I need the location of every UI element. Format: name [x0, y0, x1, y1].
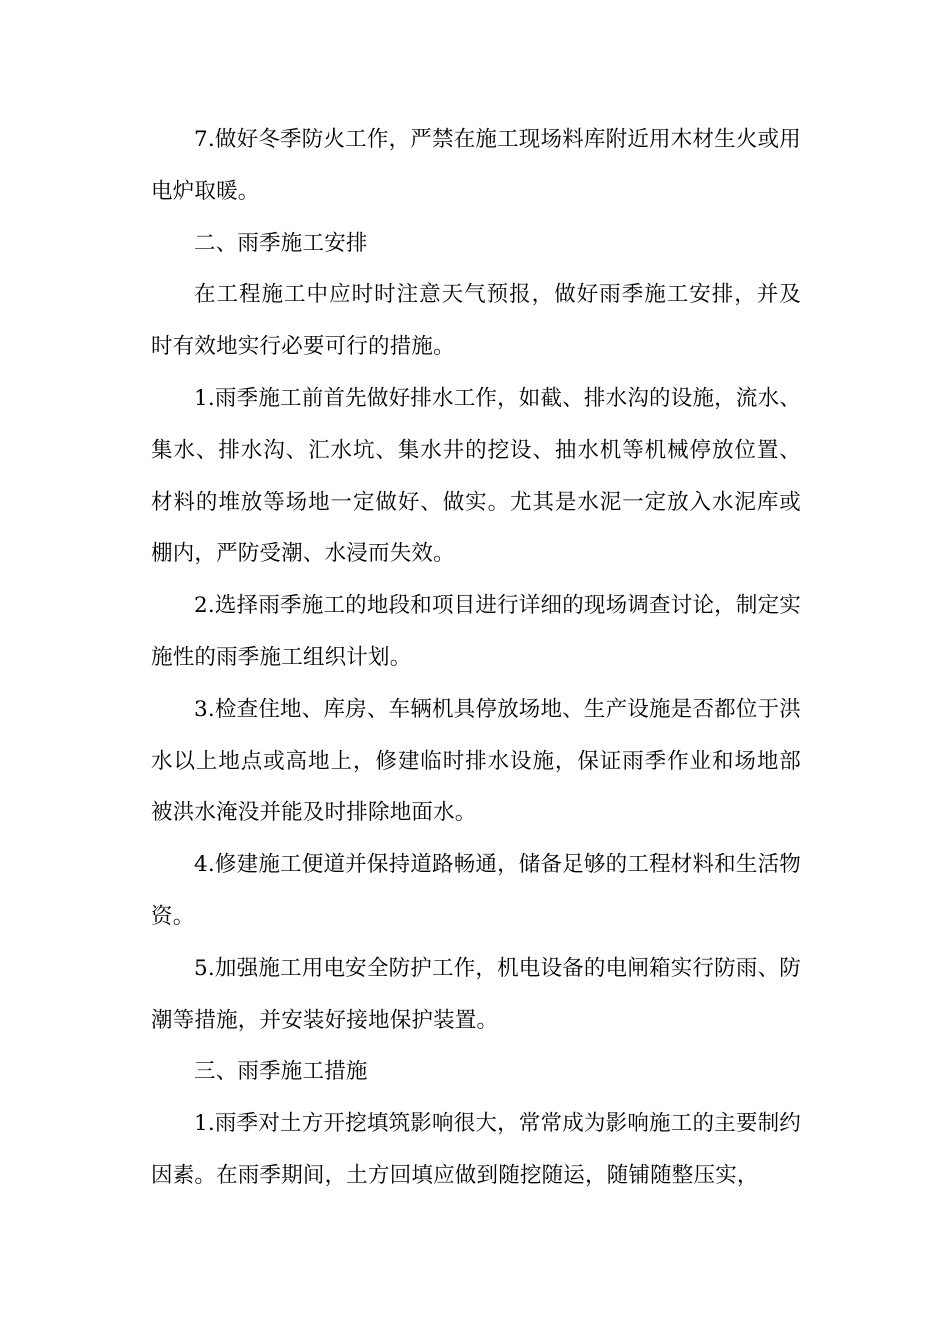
paragraph-rainy-item-2: 2.选择雨季施工的地段和项目进行详细的现场调查讨论，制定实施性的雨季施工组织计划。: [151, 593, 801, 670]
paragraph-rainy-item-1: 1.雨季施工前首先做好排水工作，如截、排水沟的设施，流水、集水、排水沟、汇水坑、集水井的挖设、抽水机等机械停放位置、材料的堆放等场地一定做好、做实。尤其是水泥一定放入水泥库或棚内，严防受潮、水浸而失效。: [151, 385, 801, 567]
section-heading-rainy-season-arrangement: 二、雨季施工安排: [194, 230, 368, 256]
section-heading-rainy-season-measures: 三、雨季施工措施: [194, 1059, 368, 1085]
paragraph-rainy-item-5: 5.加强施工用电安全防护工作，机电设备的电闸箱实行防雨、防潮等措施，并安装好接地保护装置。: [151, 955, 801, 1033]
paragraph-rainy-item-4: 4.修建施工便道并保持道路畅通，储备足够的工程材料和生活物资。: [151, 852, 801, 929]
document-body: [151, 114, 801, 1202]
paragraph-rainy-item-3: 3.检查住地、库房、车辆机具停放场地、生产设施是否都位于洪水以上地点或高地上，修建临时排水设施，保证雨季作业和场地部被洪水淹没并能及时排除地面水。: [151, 696, 801, 826]
paragraph-winter-fire-prevention: 7.做好冬季防火工作，严禁在施工现场料库附近用木材生火或用电炉取暖。: [151, 127, 801, 204]
paragraph-rainy-season-intro: 在工程施工中应时时注意天气预报，做好雨季施工安排，并及时有效地实行必要可行的措施。: [151, 282, 801, 360]
paragraph-measure-item-1: 1.雨季对土方开挖填筑影响很大，常常成为影响施工的主要制约因素。在雨季期间，土方回填应做到随挖随运，随铺随整压实，: [151, 1111, 801, 1188]
